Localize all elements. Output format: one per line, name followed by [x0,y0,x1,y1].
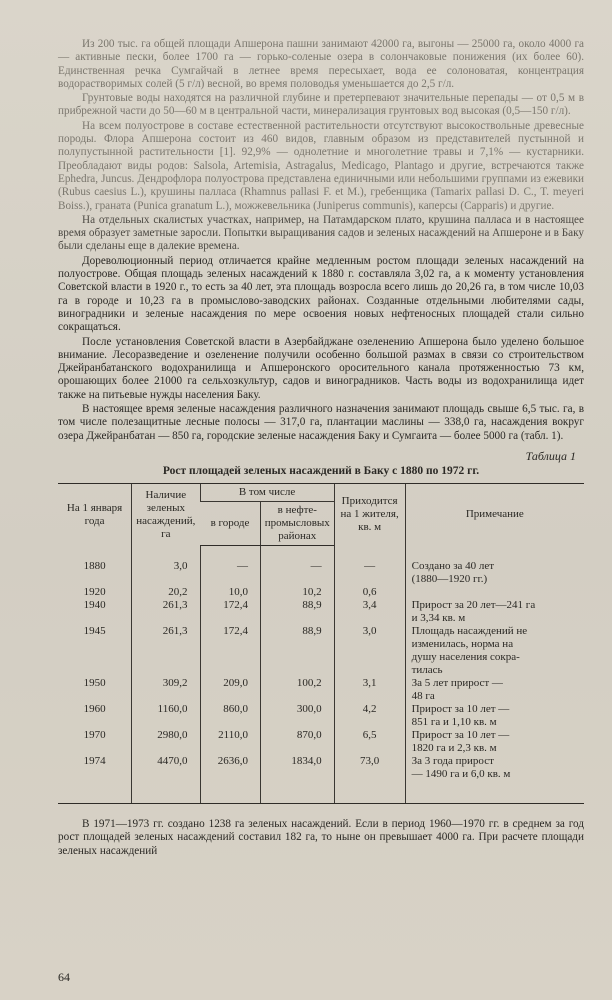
per-capita-cell: 3,4 [334,599,405,625]
year-cell: 1960 [83,702,106,715]
table-row [58,677,584,703]
total-cell: 4470,0 [132,755,200,781]
table-title: Рост площадей зеленых насаждений в Баку с 1880 по 1972 гг. [162,464,480,477]
city-cell: 860,0 [200,703,260,729]
oil-cell: 100,2 [260,677,334,703]
per-capita-cell: 0,6 [334,586,405,599]
year-cell: 1880 [83,559,106,572]
note-line: изменилась, норма на [411,637,514,650]
paragraph-3: На всем полуострове в составе естественной растительности отсутствуют высокоствольные древесные породы. Флора Апшерона состоит из 460 видов, главным образом из представителей пустынной и полупустынной растительности [1]. 92,9% — однолетние и многолетние травы и 7,1% — кустарники. Преобладают виды родов: Salsola, Artemisia, Astragalus, Medicago, Plantago и другие, встречаются также Ephedra, Juncus. Дендрофлора полуострова представлена единичными или небольшими группами из ежевики (Rubus caesius L.), крушины палласа (Rhamnus pallasi F. et M.), гребенщика (Tamarix pallasi D. C., T. meyeri Boiss.), граната (Punica granatum L.), можжевельника (Juniperus communis), каперсы (Capparis) и другие. [58,119,584,212]
per-capita-cell: — [334,560,405,586]
total-cell: 3,0 [132,560,200,586]
table-row [58,560,584,586]
note-line: тилась [411,663,443,676]
header-year: На 1 января года [58,483,132,545]
table-row [58,729,584,755]
page-number: 64 [58,970,70,984]
table-row [58,586,584,599]
note-line: За 5 лет прирост — [411,676,503,689]
total-cell: 2980,0 [132,729,200,755]
city-cell: 172,4 [200,625,260,677]
table-number: Таблица 1 [525,448,576,463]
city-cell: — [200,560,260,586]
oil-cell: 88,9 [260,625,334,677]
city-cell: 2636,0 [200,755,260,781]
total-cell: 20,2 [132,586,200,599]
green-area-table [58,483,584,804]
note-cell [405,560,584,586]
table-spacer-row [58,545,584,560]
per-capita-cell: 3,0 [334,625,405,677]
note-line: Прирост за 10 лет — [411,728,510,741]
paragraph-7: В настоящее время зеленые насаждения различного назначения занимают площадь свыше 6,5 тыс. га, в том числе полезащитные лесные полосы — 317,0 га, плантации маслины — 338,0 га, насаждения вокруг озера Джейранбатан — 850 га, городские зеленые насаждения Баку и Сумгаита — более 5000 га (табл. 1). [58,403,584,442]
oil-cell: 870,0 [260,729,334,755]
note-line: 1820 га и 2,3 кв. м [411,741,497,754]
header-total: Наличие зеленых насаждений, га [132,483,200,545]
year-cell: 1970 [83,728,106,741]
note-line: душу населения сокра- [411,650,520,663]
per-capita-cell: 73,0 [334,755,405,781]
header-city: в городе [200,501,260,545]
per-capita-cell: 3,1 [334,677,405,703]
note-line: (1880—1920 гг.) [411,572,488,585]
note-line: Прирост за 20 лет—241 га [411,598,536,611]
oil-cell: 10,2 [260,586,334,599]
note-cell [405,599,584,625]
per-capita-cell: 6,5 [334,729,405,755]
total-cell: 1160,0 [132,703,200,729]
footer-paragraph: В 1971—1973 гг. создано 1238 га зеленых насаждений. Если в период 1960—1970 гг. в среднем за год рост площадей зеленых насаждений составил 182 га, то ныне он превышает 4000 га. При расчете площади зеленых насаждений [58,817,584,857]
paragraph-5: Дореволюционный период отличается крайне медленным ростом площади зеленых насаждений на полуострове. Общая площадь зеленых насаждений к 1880 г. составляла 3,02 га, а к моменту установления Советской власти в 1920 г., то есть за 40 лет, эта площадь возросла всего лишь до 20,26 га, в том числе 10,03 га в городе и 10,23 га в промыслово-заводских районах. Созданные отдельными любителями сады, виноградники и зеленые насаждения по мере освоения новых нефтеносных площадей стали сильно сокращаться. [58,254,584,334]
note-cell [405,586,584,599]
paragraph-4: На отдельных скалистых участках, например, на Патамдарском плато, крушина палласа и в настоящее время образует заметные заросли. Попытки выращивания садов и зеленых насаждений на Апшероне и в Баку были сделаны еще в далекие времена. [58,213,584,253]
total-cell: 261,3 [132,625,200,677]
year-cell: 1950 [83,676,106,689]
note-line: Площадь насаждений не [411,624,528,637]
header-including: В том числе [200,483,334,501]
paragraph-1: Из 200 тыс. га общей площади Апшерона пашни занимают 42000 га, выгоны — 25000 га, около 4000 га — активные пески, более 1700 га — горько-соленые озера в солончаковые понижения (их более 60). Единственная речка Сумгайчай в летнее время пересыхает, вода ее солоноватая, концентрация водорастворимых солей (5 г/л) весной, во время половодья уменьшается до 2,5 г/л. [58,38,584,90]
city-cell: 10,0 [200,586,260,599]
year-cell: 1945 [83,624,106,637]
table-row [58,625,584,677]
header-note: Примечание [405,483,584,545]
header-per-capita: Приходится на 1 жителя, кв. м [334,483,405,545]
oil-cell: 1834,0 [260,755,334,781]
note-line: 48 га [411,689,435,702]
paragraph-6: После установления Советской власти в Азербайджане озеленению Апшерона было уделено большое внимание. Лесоразведение и озеленение получили особенно большой размах в связи со строительством Джейранбатанского водохранилища и Апшеронского оросительного канала протяженностью 73 км, орошающих более 21000 га сельхозкультур, садов и виноградников. Часть воды из водохранилища идет также на питьевые нужды населения Баку. [58,335,584,401]
note-line: — 1490 га и 6,0 кв. м [411,767,511,780]
oil-cell: 88,9 [260,599,334,625]
note-line: Прирост за 10 лет — [411,702,510,715]
table-end-row [58,781,584,804]
note-line: 851 га и 1,10 кв. м [411,715,497,728]
note-cell [405,677,584,703]
note-line: За 3 года прирост [411,754,494,767]
note-cell [405,625,584,677]
note-cell [405,729,584,755]
city-cell: 2110,0 [200,729,260,755]
oil-cell: — [260,560,334,586]
year-cell: 1920 [83,585,106,598]
city-cell: 209,0 [200,677,260,703]
year-cell: 1940 [83,598,106,611]
per-capita-cell: 4,2 [334,703,405,729]
total-cell: 261,3 [132,599,200,625]
total-cell: 309,2 [132,677,200,703]
note-cell [405,755,584,781]
paragraph-2: Грунтовые воды находятся на различной глубине и претерпевают значительные перепады — от 0,5 м в прибрежной части до 50—60 м в центральной части, минерализация грунтовых вод высокая (0,5—150 г/л). [58,92,584,118]
note-cell [405,703,584,729]
oil-cell: 300,0 [260,703,334,729]
table-row [58,703,584,729]
header-oil-districts: в нефте-промысловых районах [260,501,334,545]
table-row [58,599,584,625]
table-row [58,755,584,781]
note-line: Создано за 40 лет [411,559,495,572]
city-cell: 172,4 [200,599,260,625]
note-line: и 3,34 кв. м [411,611,466,624]
year-cell: 1974 [83,754,106,767]
